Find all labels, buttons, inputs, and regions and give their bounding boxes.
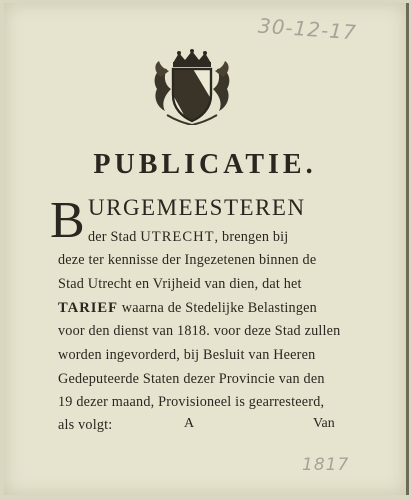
body-line-7: Gedeputeerde Staten dezer Provincie van den — [58, 371, 325, 387]
tarief-word: TARIEF — [58, 300, 119, 316]
heading-burgemeesteren: URGEMEESTEREN — [88, 195, 306, 220]
document-page — [4, 3, 409, 495]
catchword: Van — [313, 416, 335, 431]
document-title: PUBLICATIE. — [93, 149, 317, 180]
drop-cap-initial: B — [50, 192, 85, 249]
body-line-1 — [88, 229, 288, 246]
city-name: UTRECHT — [140, 229, 215, 245]
body-line-8: 19 dezer maand, Provisioneel is gearresteerd, — [58, 394, 325, 410]
body-line-3: Stad Utrecht en Vrijheid van dien, dat het — [58, 276, 302, 292]
body-line-2: deze ter kennisse der Ingezetenen binnen de — [58, 252, 317, 268]
body-line-1-tail: , brengen bij — [214, 229, 289, 245]
body-line-9: als volgt: — [58, 417, 113, 433]
body-line-1-part: der Stad — [88, 229, 141, 245]
body-line-4-tail: waarna de Stedelijke Belastingen — [118, 300, 317, 316]
body-line-6: worden ingevorderd, bij Besluit van Heeren — [58, 347, 316, 363]
signature-mark: A — [184, 416, 195, 431]
handwritten-date-annotation: 30-12-17 — [257, 13, 358, 45]
handwritten-year-annotation: 1817 — [302, 455, 350, 475]
body-line-5: voor den dienst van 1818. voor deze Stad zullen — [58, 323, 341, 339]
body-line-4 — [58, 300, 317, 317]
utrecht-coat-of-arms-icon — [149, 49, 235, 125]
